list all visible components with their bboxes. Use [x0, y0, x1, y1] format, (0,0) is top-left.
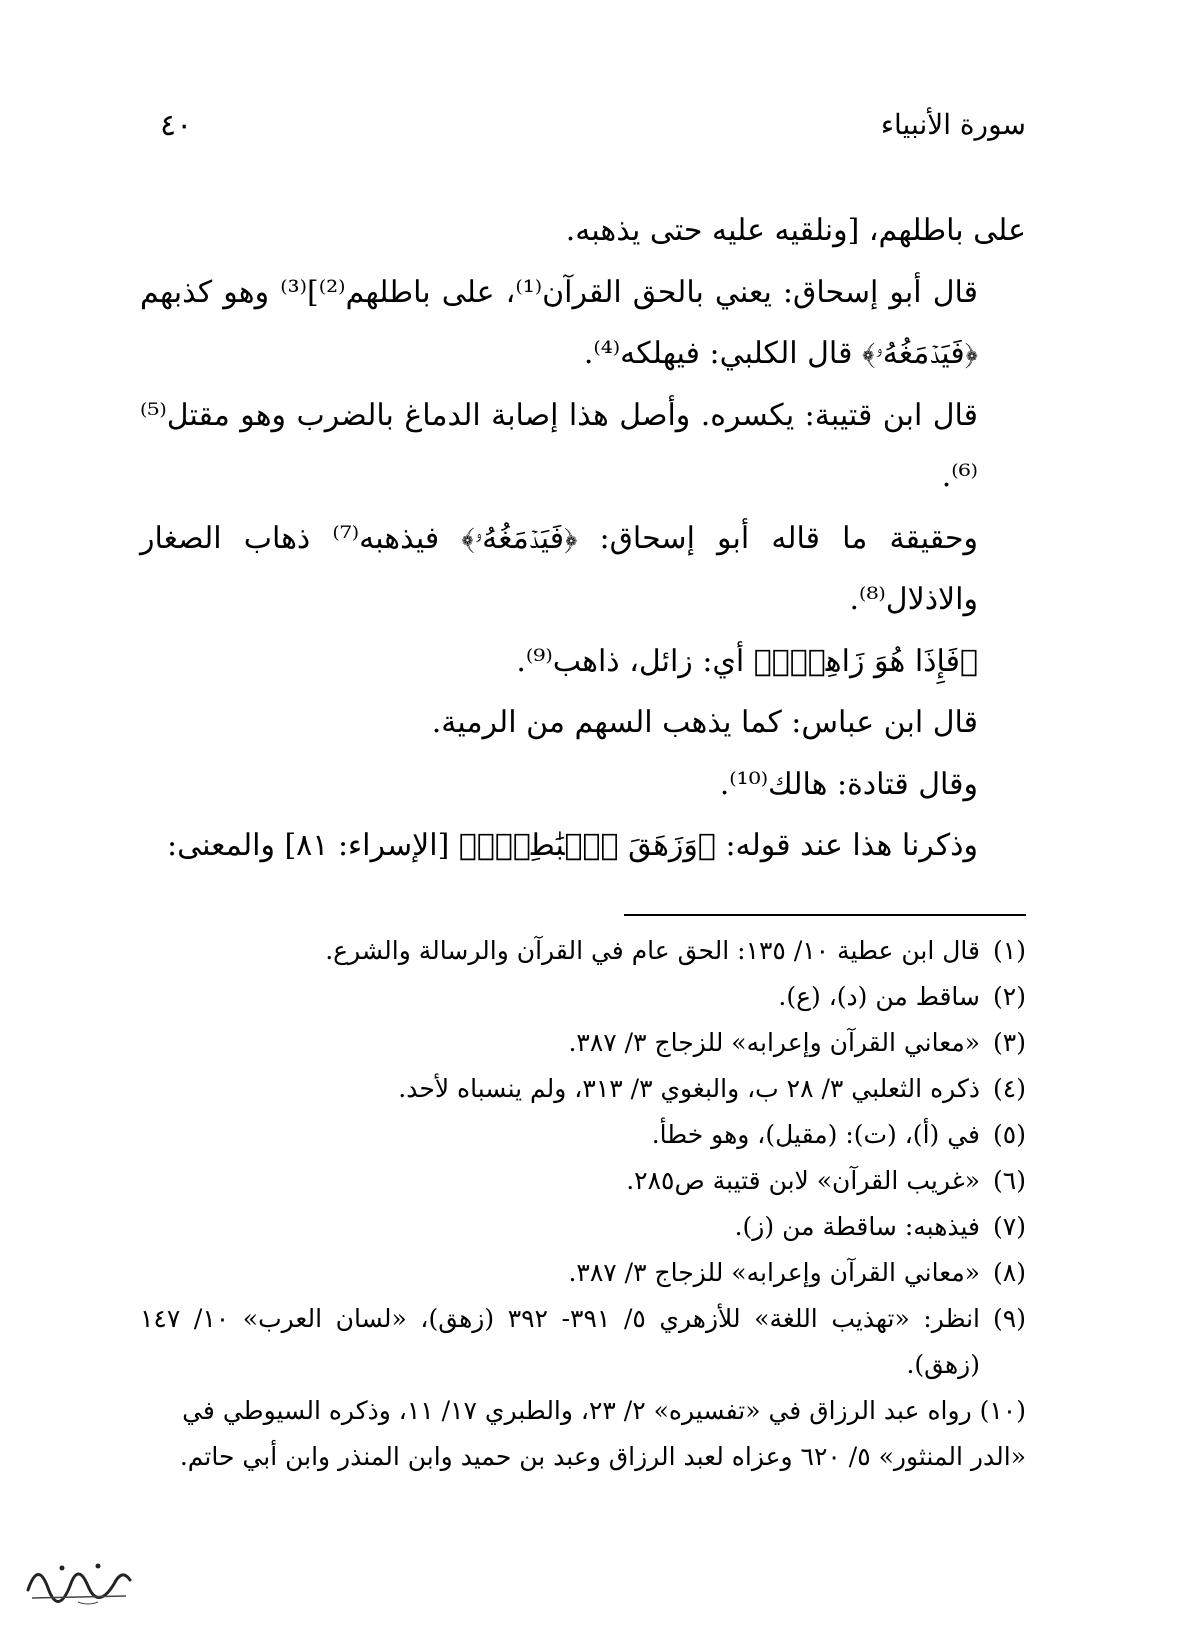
- footnote-item: [140, 1158, 1026, 1204]
- footnote-text: «معاني القرآن وإعرابه» للزجاج ٣/ ٣٨٧.: [568, 1028, 980, 1057]
- footnote-number: (٤): [993, 1074, 1026, 1103]
- page-header: [160, 108, 1026, 156]
- footnotes: [140, 928, 1026, 1480]
- footnote-number: (٥): [993, 1120, 1026, 1149]
- paragraph: على باطلهم، [ونلقيه عليه حتى يذهبه.: [565, 213, 1026, 248]
- footnote-number: (٢): [993, 982, 1026, 1011]
- footnote-divider: [624, 914, 1026, 916]
- footnote-item: [140, 1296, 1026, 1388]
- footnote-item: [140, 1112, 1026, 1158]
- footnote-text: رواه عبد الرزاق في «تفسيره» ٢/ ٢٣، والطبري ١٧/ ١١، وذكره السيوطي في «الدر المنثور» ٥/ ٦٢٠ وعزاه لعبد الرزاق وعبد بن حميد وابن المنذر وابن أبي حاتم.: [179, 1396, 1026, 1471]
- paragraph: ﴿فَإِذَا هُوَ زَاهِقٞۚ﴾ أي: زائل، ذاهب⁽⁹⁾.: [516, 643, 978, 679]
- footnote-number: (٧): [993, 1212, 1026, 1241]
- paragraph: قال ابن عباس: كما يذهب السهم من الرمية.: [431, 705, 978, 740]
- footnote-text: ذكره الثعلبي ٣/ ٢٨ ب، والبغوي ٣/ ٣١٣، ولم ينسباه لأحد.: [398, 1074, 980, 1103]
- footnote-item: [140, 974, 1026, 1020]
- calligraphy-logo-icon: [18, 1550, 138, 1610]
- paragraph: وذكرنا هذا عند قوله: ﴿وَزَهَقَ ٱلۡبَٰطِلُۚ﴾ [الإسراء: ٨١] والمعنى:: [166, 828, 978, 863]
- paragraph: وقال قتادة: هالك⁽¹⁰⁾.: [719, 766, 978, 802]
- footnote-text: «غريب القرآن» لابن قتيبة ص٢٨٥.: [626, 1166, 980, 1195]
- footnote-text: فيذهبه: ساقطة من (ز).: [734, 1212, 980, 1241]
- surah-title: سورة الأنبياء: [880, 108, 1026, 141]
- footnote-text: ساقط من (د)، (ع).: [778, 982, 980, 1011]
- footnote-number: (٦): [993, 1166, 1026, 1195]
- footnote-item: [140, 1066, 1026, 1112]
- paragraph: قال ابن قتيبة: يكسره. وأصل هذا إصابة الدماغ بالضرب وهو مقتل⁽⁵⁾⁽⁶⁾.: [140, 397, 978, 494]
- footnote-item: [140, 1250, 1026, 1296]
- library-watermark-logo: [18, 1550, 138, 1610]
- footnote-number: (٣): [993, 1028, 1026, 1057]
- footnote-text: انظر: «تهذيب اللغة» للأزهري ٥/ ٣٩١- ٣٩٢ (زهق)، «لسان العرب» ١٠/ ١٤٧ (زهق).: [140, 1304, 980, 1379]
- main-text: [140, 200, 1026, 877]
- footnote-number: (٨): [993, 1258, 1026, 1287]
- footnote-item: [140, 1388, 1026, 1480]
- paragraph: قال أبو إسحاق: يعني بالحق القرآن⁽¹⁾، على باطلهم⁽²⁾]⁽³⁾ وهو كذبهم ﴿فَيَدۡمَغُهُۥ﴾ قال الكلبي: فيهلكه⁽⁴⁾.: [140, 274, 978, 371]
- paragraph: وحقيقة ما قاله أبو إسحاق: ﴿فَيَدۡمَغُهُۥ﴾ فيذهبه⁽⁷⁾ ذهاب الصغار والاذلال⁽⁸⁾.: [140, 520, 978, 617]
- footnote-item: [140, 1020, 1026, 1066]
- page-number: ٤٠: [160, 108, 193, 143]
- footnote-text: في (أ)، (ت): (مقيل)، وهو خطأ.: [651, 1120, 980, 1149]
- footnote-item: [140, 1204, 1026, 1250]
- footnote-number: (١): [993, 936, 1026, 965]
- footnote-text: قال ابن عطية ١٠/ ١٣٥: الحق عام في القرآن والرسالة والشرع.: [325, 936, 980, 965]
- footnote-text: «معاني القرآن وإعرابه» للزجاج ٣/ ٣٨٧.: [568, 1258, 980, 1287]
- footnote-number: (٩): [993, 1304, 1026, 1333]
- footnote-number: (١٠): [979, 1396, 1026, 1425]
- footnote-item: [140, 928, 1026, 974]
